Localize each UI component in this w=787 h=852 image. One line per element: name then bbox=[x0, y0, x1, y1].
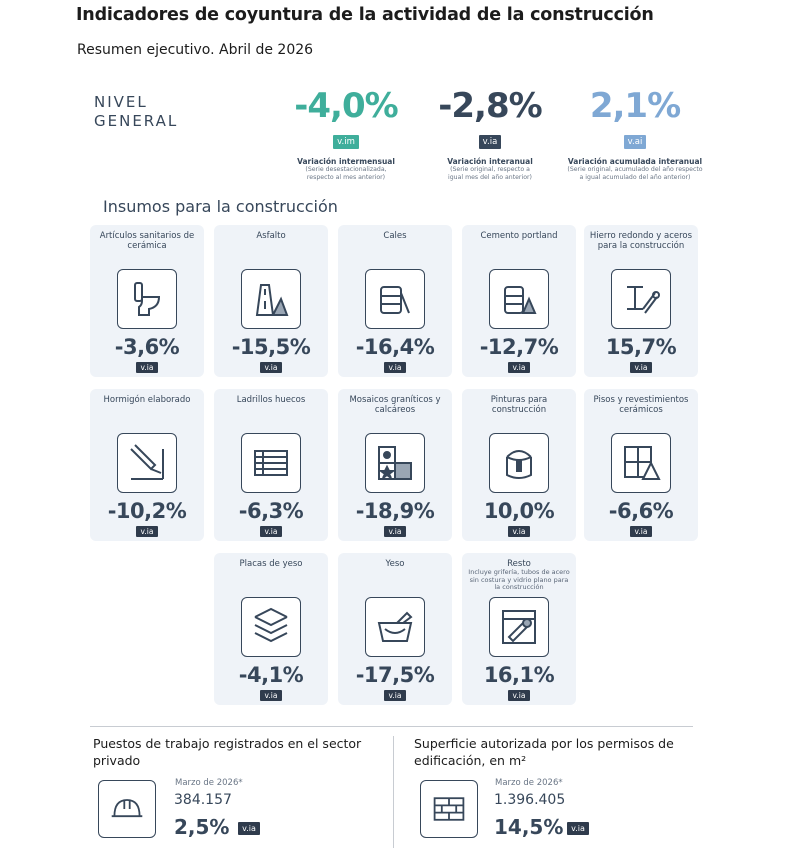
card-ladrillos-huecos: Ladrillos huecos -6,3% v.ia bbox=[214, 389, 328, 541]
card-pisos-revestimientos: Pisos y revestimientos cerámicos -6,6% v.ia bbox=[584, 389, 698, 541]
superficie-pct: 14,5% bbox=[494, 815, 564, 839]
kpi-badge: v.ai bbox=[624, 135, 647, 149]
kpi-label: Variación acumulada interanual bbox=[567, 157, 703, 166]
empleo-badge: v.ia bbox=[238, 822, 260, 835]
kpi-acumulada: 2,1% v.ai Variación acumulada interanual (Serie original, acumulado del año respecto a igual acumulado del año anterior) bbox=[561, 87, 709, 181]
kpi-label: Variación intermensual bbox=[297, 157, 395, 166]
card-resto: Resto Incluye grifería, tubos de acero sin costura y vidrio plano para la construcción 16,1% v.ia bbox=[462, 553, 576, 705]
card-pinturas: Pinturas para construcción 10,0% v.ia bbox=[462, 389, 576, 541]
hard-hat-icon bbox=[98, 780, 156, 838]
card-hierro-redondo: Hierro redondo y aceros para la construcción 15,7% v.ia bbox=[584, 225, 698, 377]
section-title: Insumos para la construcción bbox=[103, 197, 338, 216]
page-subtitle: Resumen ejecutivo. Abril de 2026 bbox=[77, 42, 314, 58]
plaster-icon bbox=[365, 597, 425, 657]
card-mosaicos: Mosaicos graníticos y calcáreos -18,9% v.ia bbox=[338, 389, 452, 541]
kpi-badge: v.im bbox=[333, 135, 359, 149]
empleo-pct: 2,5% bbox=[174, 815, 230, 839]
kpi-value: 2,1% bbox=[589, 86, 681, 126]
card-articulos-sanitarios: Artículos sanitarios de cerámica -3,6% v.ia bbox=[90, 225, 204, 377]
empleo-title: Puestos de trabajo registrados en el sector privado bbox=[93, 736, 362, 768]
nivel-general-label: NIVEL GENERAL bbox=[94, 93, 179, 130]
card-placas-de-yeso: Placas de yeso -4,1% v.ia bbox=[214, 553, 328, 705]
asphalt-icon bbox=[241, 269, 301, 329]
page-title: Indicadores de coyuntura de la actividad de la construcción bbox=[76, 5, 654, 25]
superficie-title: Superficie autorizada por los permisos de edificación, en m² bbox=[414, 736, 674, 768]
brick-wall-icon bbox=[420, 780, 478, 838]
card-yeso: Yeso -17,5% v.ia bbox=[338, 553, 452, 705]
kpi-badge: v.ia bbox=[479, 135, 502, 149]
card-hormigon-elaborado: Hormigón elaborado -10,2% v.ia bbox=[90, 389, 204, 541]
superficie-period: Marzo de 2026* bbox=[495, 778, 563, 788]
card-asfalto: Asfalto -15,5% v.ia bbox=[214, 225, 328, 377]
steel-icon bbox=[611, 269, 671, 329]
empleo-period: Marzo de 2026* bbox=[175, 778, 243, 788]
mosaic-icon bbox=[365, 433, 425, 493]
kpi-label: Variación interanual bbox=[447, 157, 533, 166]
superficie-number: 1.396.405 bbox=[494, 792, 566, 808]
superficie-badge: v.ia bbox=[567, 822, 589, 835]
kpi-value: -4,0% bbox=[294, 86, 398, 126]
cement-bags-icon bbox=[489, 269, 549, 329]
section-divider bbox=[90, 726, 693, 727]
ceramic-tiles-icon bbox=[611, 433, 671, 493]
kpi-interanual: -2,8% v.ia Variación interanual (Serie original, respecto a igual mes del año anterior) bbox=[420, 87, 560, 181]
kpi-value: -2,8% bbox=[438, 86, 542, 126]
card-cales: Cales -16,4% v.ia bbox=[338, 225, 452, 377]
concrete-trowel-icon bbox=[117, 433, 177, 493]
empleo-number: 384.157 bbox=[174, 792, 232, 808]
card-cemento-portland: Cemento portland -12,7% v.ia bbox=[462, 225, 576, 377]
lime-bags-icon bbox=[365, 269, 425, 329]
gypsum-boards-icon bbox=[241, 597, 301, 657]
faucet-pipe-icon bbox=[489, 597, 549, 657]
paint-bucket-icon bbox=[489, 433, 549, 493]
kpi-intermensual: -4,0% v.im Variación intermensual (Serie desestacionalizada, respecto al mes anterior) bbox=[273, 87, 419, 181]
column-divider bbox=[393, 736, 394, 848]
toilet-icon bbox=[117, 269, 177, 329]
hollow-brick-icon bbox=[241, 433, 301, 493]
